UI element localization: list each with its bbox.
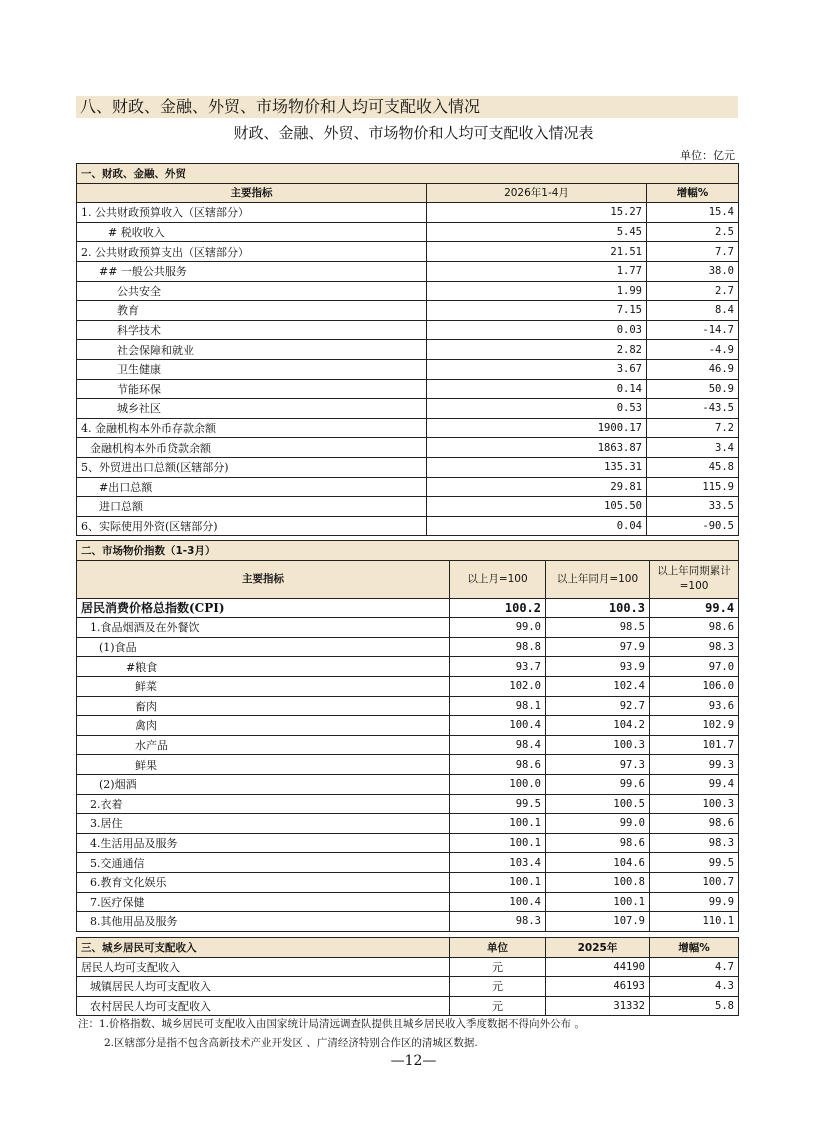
indicator-name: 4. 金融机构本外币存款余额: [77, 418, 427, 438]
table-row: [77, 242, 739, 262]
mom-value: 103.4: [450, 853, 546, 873]
table-row: [77, 418, 739, 438]
mom-value: 100.0: [450, 774, 546, 794]
indicator-name: #粮食: [77, 657, 450, 677]
yoy-value: 98.5: [546, 618, 650, 638]
table-row: [77, 676, 739, 696]
indicator-name: 教育: [77, 301, 427, 321]
indicator-name: 居民人均可支配收入: [77, 957, 450, 977]
growth-value: -90.5: [647, 516, 739, 536]
header-period: 2026年1-4月: [427, 183, 647, 203]
cumulative-value: 97.0: [650, 657, 739, 677]
table-row: [77, 637, 739, 657]
indicator-name: 1.食品烟酒及在外餐饮: [77, 618, 450, 638]
table-row: [77, 912, 739, 932]
unit-value: 元: [450, 977, 546, 997]
cumulative-value: 98.3: [650, 833, 739, 853]
cumulative-value: 100.7: [650, 872, 739, 892]
header-growth: 增幅%: [650, 938, 739, 958]
cumulative-value: 110.1: [650, 912, 739, 932]
table-row: [77, 598, 739, 618]
table-row: [77, 774, 739, 794]
indicator-name: 科学技术: [77, 320, 427, 340]
period-value: 1900.17: [427, 418, 647, 438]
mom-value: 98.8: [450, 637, 546, 657]
period-value: 0.14: [427, 379, 647, 399]
table-title: 财政、金融、外贸、市场物价和人均可支配收入情况表: [233, 124, 594, 142]
unit-value: 元: [450, 996, 546, 1016]
indicator-name: (1)食品: [77, 637, 450, 657]
growth-value: 38.0: [647, 261, 739, 281]
cumulative-value: 98.3: [650, 637, 739, 657]
period-value: 135.31: [427, 457, 647, 477]
indicator-name: 8.其他用品及服务: [77, 912, 450, 932]
table-row: [77, 340, 739, 360]
indicator-name: 农村居民人均可支配收入: [77, 996, 450, 1016]
mom-value: 100.4: [450, 716, 546, 736]
indicator-name: 3.居住: [77, 814, 450, 834]
footnote-1: 注：1.价格指数、城乡居民可支配收入由国家统计局清远调查队提供且城乡居民收入季度数据不得向外公布 。: [78, 1018, 585, 1030]
table-row: [77, 399, 739, 419]
period-value: 29.81: [427, 477, 647, 497]
yoy-value: 99.6: [546, 774, 650, 794]
yoy-value: 92.7: [546, 696, 650, 716]
growth-value: -14.7: [647, 320, 739, 340]
footnote-2: 2.区辖部分是指不包含高新技术产业开发区 、广清经济特别合作区的清城区数据.: [104, 1037, 478, 1049]
table-row: [77, 281, 739, 301]
table-row: [77, 301, 739, 321]
period-value: 1.99: [427, 281, 647, 301]
table-row: [77, 696, 739, 716]
page-number: —12—: [390, 1053, 437, 1069]
indicator-name: 鲜果: [77, 755, 450, 775]
income-value: 31332: [546, 996, 650, 1016]
yoy-value: 100.1: [546, 892, 650, 912]
unit-label: 单位：亿元: [680, 149, 735, 162]
growth-value: 2.7: [647, 281, 739, 301]
growth-value: 33.5: [647, 497, 739, 517]
table-row: [77, 457, 739, 477]
table-row: [77, 996, 739, 1016]
indicator-name: 进口总额: [77, 497, 427, 517]
period-value: 105.50: [427, 497, 647, 517]
header-mom: 以上月=100: [450, 560, 546, 598]
unit-value: 元: [450, 957, 546, 977]
growth-value: 115.9: [647, 477, 739, 497]
cumulative-value: 106.0: [650, 676, 739, 696]
table-row: [77, 203, 739, 223]
indicator-name: 4.生活用品及服务: [77, 833, 450, 853]
section-row-income: [77, 938, 739, 958]
mom-value: 98.1: [450, 696, 546, 716]
indicator-name: #出口总额: [77, 477, 427, 497]
header-unit: 单位: [450, 938, 546, 958]
indicator-name: 城乡社区: [77, 399, 427, 419]
yoy-value: 100.3: [546, 735, 650, 755]
cumulative-value: 99.4: [650, 598, 739, 618]
growth-value: 3.4: [647, 438, 739, 458]
table-row: [77, 222, 739, 242]
growth-value: 5.8: [650, 996, 739, 1016]
yoy-value: 93.9: [546, 657, 650, 677]
yoy-value: 97.9: [546, 637, 650, 657]
section-row-finance: [77, 164, 739, 184]
indicator-name: (2)烟酒: [77, 774, 450, 794]
indicator-name: 5、外贸进出口总额(区辖部分): [77, 457, 427, 477]
table-row: [77, 833, 739, 853]
yoy-value: 104.2: [546, 716, 650, 736]
indicator-name: 居民消费价格总指数(CPI): [77, 598, 450, 618]
growth-value: 45.8: [647, 457, 739, 477]
growth-value: 8.4: [647, 301, 739, 321]
table-row: [77, 516, 739, 536]
growth-value: -43.5: [647, 399, 739, 419]
section-label: 三、城乡居民可支配收入: [77, 938, 450, 958]
mom-value: 100.2: [450, 598, 546, 618]
growth-value: 15.4: [647, 203, 739, 223]
table-row: [77, 320, 739, 340]
growth-value: 7.2: [647, 418, 739, 438]
mom-value: 99.0: [450, 618, 546, 638]
table-row: [77, 892, 739, 912]
cumulative-value: 101.7: [650, 735, 739, 755]
table-row: [77, 957, 739, 977]
cumulative-value: 99.3: [650, 755, 739, 775]
table-row: [77, 618, 739, 638]
header-indicator: 主要指标: [77, 183, 427, 203]
cumulative-value: 99.5: [650, 853, 739, 873]
period-value: 5.45: [427, 222, 647, 242]
mom-value: 99.5: [450, 794, 546, 814]
period-value: 1.77: [427, 261, 647, 281]
cumulative-value: 99.9: [650, 892, 739, 912]
indicator-name: 水产品: [77, 735, 450, 755]
period-value: 21.51: [427, 242, 647, 262]
growth-value: 50.9: [647, 379, 739, 399]
header-row: [77, 560, 739, 598]
yoy-value: 98.6: [546, 833, 650, 853]
cumulative-value: 98.6: [650, 814, 739, 834]
section-label: 二、市场物价指数（1-3月）: [77, 541, 739, 561]
growth-value: -4.9: [647, 340, 739, 360]
mom-value: 100.1: [450, 872, 546, 892]
growth-value: 4.3: [650, 977, 739, 997]
yoy-value: 100.3: [546, 598, 650, 618]
period-value: 15.27: [427, 203, 647, 223]
period-value: 7.15: [427, 301, 647, 321]
table-row: [77, 379, 739, 399]
growth-value: 2.5: [647, 222, 739, 242]
mom-value: 100.4: [450, 892, 546, 912]
table-row: [77, 814, 739, 834]
cumulative-value: 99.4: [650, 774, 739, 794]
period-value: 2.82: [427, 340, 647, 360]
table-row: [77, 735, 739, 755]
header-row: [77, 183, 739, 203]
growth-value: 7.7: [647, 242, 739, 262]
table-row: [77, 657, 739, 677]
mom-value: 98.4: [450, 735, 546, 755]
header-yoy: 以上年同月=100: [546, 560, 650, 598]
yoy-value: 97.3: [546, 755, 650, 775]
yoy-value: 104.6: [546, 853, 650, 873]
indicator-name: 6.教育文化娱乐: [77, 872, 450, 892]
price-index-table: [76, 540, 739, 932]
header-year: 2025年: [546, 938, 650, 958]
indicator-name: 金融机构本外币贷款余额: [77, 438, 427, 458]
cumulative-value: 100.3: [650, 794, 739, 814]
cumulative-value: 93.6: [650, 696, 739, 716]
indicator-name: 城镇居民人均可支配收入: [77, 977, 450, 997]
yoy-value: 102.4: [546, 676, 650, 696]
table-row: [77, 755, 739, 775]
mom-value: 100.1: [450, 833, 546, 853]
table-row: [77, 477, 739, 497]
indicator-name: 7.医疗保健: [77, 892, 450, 912]
table-row: [77, 853, 739, 873]
cumulative-value: 102.9: [650, 716, 739, 736]
header-growth: 增幅%: [647, 183, 739, 203]
cumulative-value: 98.6: [650, 618, 739, 638]
indicator-name: 公共安全: [77, 281, 427, 301]
section-label: 一、财政、金融、外贸: [77, 164, 739, 184]
yoy-value: 100.5: [546, 794, 650, 814]
indicator-name: 1. 公共财政预算收入（区辖部分）: [77, 203, 427, 223]
table-row: [77, 497, 739, 517]
table-row: [77, 872, 739, 892]
period-value: 0.03: [427, 320, 647, 340]
income-table: [76, 937, 739, 1016]
indicator-name: 2. 公共财政预算支出（区辖部分）: [77, 242, 427, 262]
section-row-price: [77, 541, 739, 561]
mom-value: 98.3: [450, 912, 546, 932]
header-cumulative: 以上年同期累计=100: [650, 560, 739, 598]
table-row: [77, 438, 739, 458]
indicator-name: 禽肉: [77, 716, 450, 736]
header-indicator: 主要指标: [77, 560, 450, 598]
mom-value: 102.0: [450, 676, 546, 696]
growth-value: 4.7: [650, 957, 739, 977]
table-row: [77, 977, 739, 997]
mom-value: 100.1: [450, 814, 546, 834]
period-value: 0.53: [427, 399, 647, 419]
indicator-name: # 税收收入: [77, 222, 427, 242]
indicator-name: 畜肉: [77, 696, 450, 716]
mom-value: 98.6: [450, 755, 546, 775]
income-value: 46193: [546, 977, 650, 997]
table-row: [77, 261, 739, 281]
indicator-name: 社会保障和就业: [77, 340, 427, 360]
table-row: [77, 794, 739, 814]
yoy-value: 99.0: [546, 814, 650, 834]
indicator-name: 鲜菜: [77, 676, 450, 696]
indicator-name: 节能环保: [77, 379, 427, 399]
mom-value: 93.7: [450, 657, 546, 677]
income-value: 44190: [546, 957, 650, 977]
period-value: 3.67: [427, 359, 647, 379]
indicator-name: 6、实际使用外资(区辖部分): [77, 516, 427, 536]
indicator-name: ## 一般公共服务: [77, 261, 427, 281]
growth-value: 46.9: [647, 359, 739, 379]
indicator-name: 卫生健康: [77, 359, 427, 379]
finance-table: [76, 163, 739, 536]
section-heading: 八、财政、金融、外贸、市场物价和人均可支配收入情况: [76, 96, 738, 118]
yoy-value: 100.8: [546, 872, 650, 892]
indicator-name: 5.交通通信: [77, 853, 450, 873]
table-row: [77, 359, 739, 379]
indicator-name: 2.衣着: [77, 794, 450, 814]
period-value: 0.04: [427, 516, 647, 536]
table-row: [77, 716, 739, 736]
yoy-value: 107.9: [546, 912, 650, 932]
period-value: 1863.87: [427, 438, 647, 458]
